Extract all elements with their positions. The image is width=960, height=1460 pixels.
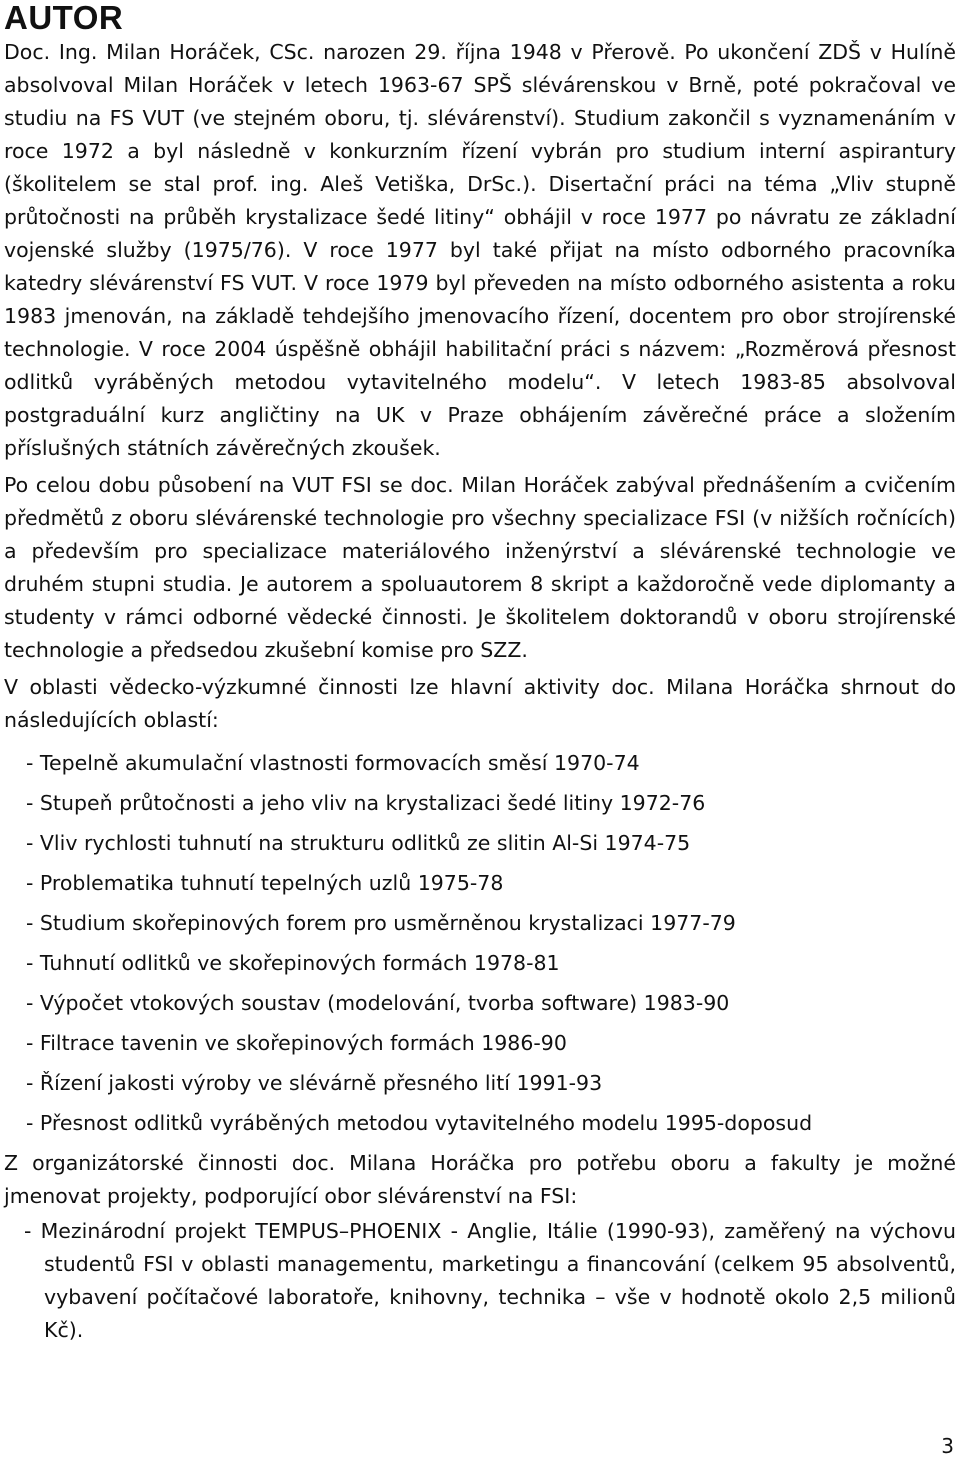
list-item: - Tepelně akumulační vlastnosti formovacích směsí 1970-74 [26,751,640,775]
list-item: - Tuhnutí odlitků ve skořepinových formách 1978-81 [26,951,560,975]
list-item: - Přesnost odlitků vyráběných metodou vytavitelného modelu 1995-doposud [26,1111,813,1135]
organizational-intro-paragraph: Z organizátorské činnosti doc. Milana Horáčka pro potřebu oboru a fakulty je možné jmenovat projekty, podporující obor slévárenství na FSI: [4,1151,956,1208]
research-intro-paragraph: V oblasti vědecko-výzkumné činnosti lze hlavní aktivity doc. Milana Horáčka shrnout do následujících oblastí: [4,675,956,732]
research-areas-list [4,743,956,1143]
teaching-paragraph: Po celou dobu působení na VUT FSI se doc. Milan Horáček zabýval přednášením a cvičením předmětů z oboru slévárenské technologie pro všechny specializace FSI (v nižších ročnících) a především pro specializace materiálového inženýrství a slévárenské technologie ve druhém stupni studia. Je autorem a spoluautorem 8 skript a každoročně vede diplomanty a studenty v rámci odborné vědecké činnosti. Je školitelem doktorandů v oboru strojírenské technologie a předsedou zkušební komise pro SZZ. [4,473,956,662]
page-number: 3 [941,1434,954,1458]
list-item: - Výpočet vtokových soustav (modelování, tvorba software) 1983-90 [26,991,730,1015]
list-item: - Filtrace tavenin ve skořepinových formách 1986-90 [26,1031,567,1055]
list-item: - Stupeň průtočnosti a jeho vliv na krystalizaci šedé litiny 1972-76 [26,791,706,815]
list-item: - Vliv rychlosti tuhnutí na strukturu odlitků ze slitin Al-Si 1974-75 [26,831,691,855]
list-item: - Mezinárodní projekt TEMPUS–PHOENIX - Anglie, Itálie (1990-93), zaměřený na výchovu studentů FSI v oblasti managementu, marketingu a financování (celkem 95 absolventů, vybavení počítačové laboratoře, knihovny, technika – vše v hodnotě okolo 2,5 milionů Kč). [24,1219,956,1342]
document-page [4,0,956,1347]
section-heading: AUTOR [4,0,124,36]
list-item: - Studium skořepinových forem pro usměrněnou krystalizaci 1977-79 [26,911,736,935]
list-item: - Řízení jakosti výroby ve slévárně přesného lití 1991-93 [26,1071,603,1095]
projects-list [4,1215,956,1347]
author-bio-paragraph: Doc. Ing. Milan Horáček, CSc. narozen 29. října 1948 v Přerově. Po ukončení ZDŠ v Hulíně absolvoval Milan Horáček v letech 1963-67 SPŠ slévárenskou v Brně, poté pokračoval ve studiu na FS VUT (ve stejném oboru, tj. slévárenství). Studium zakončil s vyznamenáním v roce 1972 a byl následně v konkurzním řízení vybrán pro studium interní aspirantury (školitelem se stal prof. ing. Aleš Vetiška, DrSc.). Disertační práci na téma „Vliv stupně průtočnosti na průběh krystalizace šedé litiny“ obhájil v roce 1977 po návratu ze základní vojenské služby (1975/76). V roce 1977 byl také přijat na místo odborného pracovníka katedry slévárenství FS VUT. V roce 1979 byl převeden na místo odborného asistenta a roku 1983 jmenován, na základě tehdejšího jmenovacího řízení, docentem pro obor strojírenské technologie. V roce 2004 úspěšně obhájil habilitační práci s názvem: „Rozměrová přesnost odlitků vyráběných metodou vytavitelného modelu“. V letech 1983-85 absolvoval postgraduální kurz angličtiny na UK v Praze obhájením závěrečné práce a složením příslušných státních závěrečných zkoušek. [4,40,956,460]
list-item: - Problematika tuhnutí tepelných uzlů 1975-78 [26,871,504,895]
